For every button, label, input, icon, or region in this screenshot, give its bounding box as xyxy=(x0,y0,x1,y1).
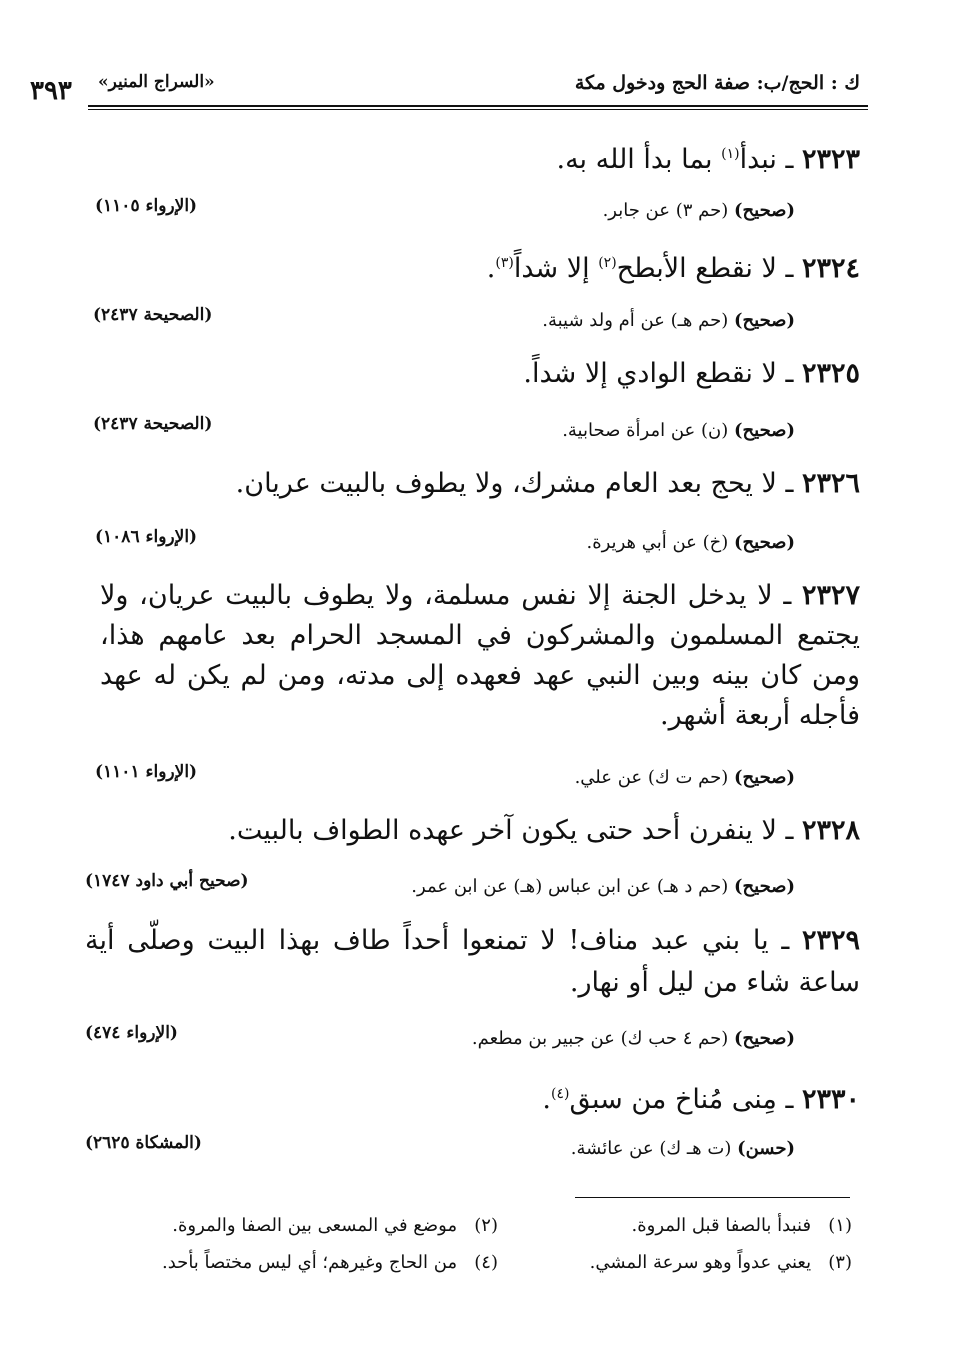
footnote-mark: (٤) xyxy=(474,1252,498,1273)
grade: (حسن) xyxy=(737,1138,795,1159)
footnote-2 xyxy=(172,1215,498,1236)
grade-line-2328 xyxy=(411,876,795,897)
hadith-number: ٢٣٢٥ xyxy=(801,358,860,389)
footnote-text: من الحاج وغيرهم؛ أي ليس مختصاً بأحد. xyxy=(162,1252,458,1273)
hadith-2325: ٢٣٢٥ ـ لا نقطع الوادي إلا شداً. xyxy=(523,358,860,389)
hadith-number: ٢٣٣٠ xyxy=(801,1084,860,1115)
footnote-3 xyxy=(590,1252,852,1273)
narrators: (حم ت ك) عن علي. xyxy=(574,767,734,788)
grade: (صحيح) xyxy=(734,876,795,897)
narrators: (خ) عن أبي هريرة. xyxy=(586,532,734,553)
hadith-text-end: . xyxy=(486,253,496,284)
narrators: (حم ٣) عن جابر. xyxy=(602,200,734,221)
hadith-2327: ٢٣٢٧ ـ لا يدخل الجنة إلا نفس مسلمة، ولا يطوف بالبيت عريان، ولا يجتمع المسلمون والمشركون في المسجد الحرام بعد عامهم هذا، ومن كان بينه وبين النبي عهد فعهده إلى مدته، ومن لم يكن له عهد فأجله أربعة أشهر. xyxy=(100,580,860,731)
narrators: (حم د هـ) عن ابن عباس (هـ) عن ابن عمر. xyxy=(411,876,734,897)
source-2325: (الصحيحة ٢٤٣٧) xyxy=(93,414,213,434)
grade-line-2323 xyxy=(603,200,795,221)
source-2329: (الإرواء ٤٧٤) xyxy=(85,1023,178,1043)
grade-line-2324 xyxy=(542,310,795,331)
grade-line-2330 xyxy=(571,1138,795,1159)
narrators: (حم هـ) عن أم ولد شيبة. xyxy=(542,310,734,331)
grade: (صحيح) xyxy=(734,310,795,331)
hadith-number: ٢٣٢٨ xyxy=(801,815,860,846)
hadith-2330: ٢٣٣٠ ـ مِنى مُناخ من سبق$^{(٤)}$. xyxy=(542,1084,860,1115)
hadith-text: لا نقطع الأبطح xyxy=(616,253,777,284)
grade-line-2325 xyxy=(562,420,795,441)
hadith-text: لا يدخل الجنة إلا نفس مسلمة، ولا يطوف بالبيت عريان، ولا يجتمع المسلمون والمشركون في المسجد الحرام بعد عامهم هذا، ومن كان بينه وبين النبي عهد فعهده إلى مدته، ومن لم يكن له عهد فأجله أربعة أشهر. xyxy=(100,580,860,731)
book-title: «السراج المنير» xyxy=(98,72,215,92)
grade: (صحيح) xyxy=(734,532,795,553)
footnote-mark: (٣) xyxy=(828,1252,852,1273)
grade-line-2327 xyxy=(575,767,795,788)
source-2327: (الإرواء ١١٠١) xyxy=(95,762,198,782)
source-2323: (الإرواء ١١٠٥) xyxy=(95,196,198,216)
footnote-ref: (٤) xyxy=(551,1086,570,1102)
footnote-text: يعني عدواً وهو سرعة المشي. xyxy=(589,1252,812,1273)
narrators: (ت هـ ك) عن عائشة. xyxy=(570,1138,738,1159)
header-rule-thin xyxy=(88,109,868,110)
source-2328: (صحيح أبي داود ١٧٤٧) xyxy=(85,871,249,891)
grade: (صحيح) xyxy=(734,767,795,788)
hadith-text-cont: إلا شداً xyxy=(513,253,599,284)
hadith-2324: ٢٣٢٤ ـ لا نقطع الأبطح$^{(٢)}$ إلا شداً$^{(٣)}$. xyxy=(486,253,860,284)
footnote-mark: (٢) xyxy=(474,1215,498,1236)
footnote-mark: (١) xyxy=(828,1215,852,1236)
hadith-number: ٢٣٢٣ xyxy=(801,144,860,175)
footnote-ref: (١) xyxy=(721,146,740,162)
source-2324: (الصحيحة ٢٤٣٧) xyxy=(93,305,213,325)
hadith-number: ٢٣٢٧ xyxy=(801,580,860,611)
footnote-4 xyxy=(162,1252,498,1273)
page-number: ٣٩٣ xyxy=(30,76,72,106)
chapter-header: ك : الحج/ب: صفة الحج ودخول مكة xyxy=(574,72,860,94)
footnote-text: فنبدأ بالصفا قبل المروة. xyxy=(631,1215,812,1236)
hadith-text: لا يحج بعد العام مشرك، ولا يطوف بالبيت عريان. xyxy=(235,468,777,499)
footnote-1 xyxy=(631,1215,852,1236)
hadith-text: نبدأ xyxy=(739,144,777,175)
source-2330: (المشكاة ٢٦٢٥) xyxy=(85,1133,202,1153)
grade: (صحيح) xyxy=(734,200,795,221)
grade-line-2329 xyxy=(472,1028,795,1049)
hadith-2328: ٢٣٢٨ ـ لا ينفرن أحد حتى يكون آخر عهده الطواف بالبيت. xyxy=(228,815,860,846)
hadith-number: ٢٣٢٤ xyxy=(801,253,860,284)
hadith-text: لا ينفرن أحد حتى يكون آخر عهده الطواف بالبيت. xyxy=(228,815,777,846)
grade: (صحيح) xyxy=(734,1028,795,1049)
hadith-2329: ٢٣٢٩ ـ يا بني عبد مناف! لا تمنعوا أحداً طاف بهذا البيت وصلّى أية ساعة شاء من ليل أو نهار. xyxy=(85,925,860,998)
hadith-text-cont: بما بدأ الله به. xyxy=(556,144,722,175)
narrators: (ن) عن امرأة صحابية. xyxy=(562,420,734,441)
hadith-text: لا نقطع الوادي إلا شداً. xyxy=(523,358,777,389)
hadith-text: مِنى مُناخ من سبق xyxy=(569,1084,777,1115)
footnote-ref: (٣) xyxy=(495,255,514,271)
footnote-ref: (٢) xyxy=(598,255,617,271)
footnote-text: موضع في المسعى بين الصفا والمروة. xyxy=(172,1215,458,1236)
hadith-text: يا بني عبد مناف! لا تمنعوا أحداً طاف بهذا البيت وصلّى أية ساعة شاء من ليل أو نهار. xyxy=(85,925,860,998)
hadith-2326: ٢٣٢٦ ـ لا يحج بعد العام مشرك، ولا يطوف بالبيت عريان. xyxy=(235,468,860,499)
source-2326: (الإرواء ١٠٨٦) xyxy=(95,527,198,547)
hadith-text-cont: . xyxy=(542,1084,551,1115)
grade: (صحيح) xyxy=(734,420,795,441)
hadith-number: ٢٣٢٩ xyxy=(801,925,860,956)
hadith-2323: ٢٣٢٣ ـ نبدأ$^{(١)}$ بما بدأ الله به. xyxy=(556,144,860,175)
narrators: (حم ٤ حب ك) عن جبير بن مطعم. xyxy=(471,1028,734,1049)
hadith-number: ٢٣٢٦ xyxy=(801,468,860,499)
grade-line-2326 xyxy=(586,532,795,553)
header-rule xyxy=(88,105,868,107)
footnote-rule xyxy=(575,1197,850,1198)
